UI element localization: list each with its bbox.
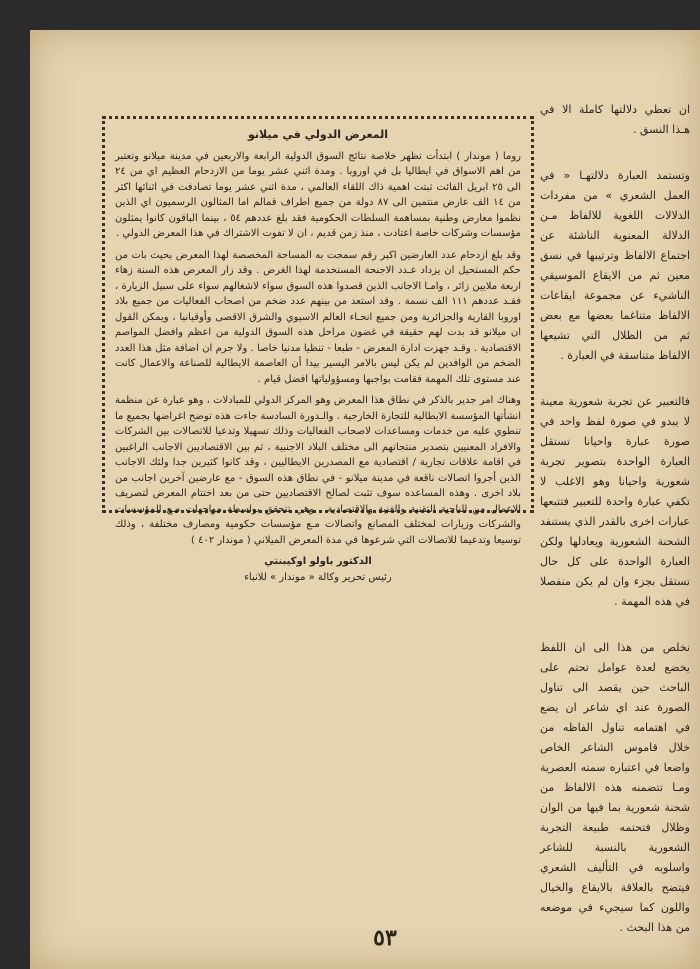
article-signature: الدكتور باولو اوكيبنتي bbox=[264, 556, 372, 567]
paragraph: فالتعبير عن تجربة شعورية معينة لا يبدو في صورة لفظ واحد في صورة عبارة واحيانا تستقل العبارة الواحدة بتصوير تجربة شعورية واحيانا وهو الاغلب لا تكفي عبارة واحدة للتعبير فتتبعها عبارات اخرى بالقدر الذي يستنفد الشحنة الشعورية ويعادلها ولكن العبارة الواحدة على كل حال تستقل بجزء وان لم يكن منفصلا في هذه المهمة . bbox=[540, 395, 690, 608]
article-paragraph: وهناك امر جدير بالذكر في نطاق هذا المعرض وهو المركز الدولي للمبادلات ، وهو عبارة عن منظمة انشأتها المؤسسة الايطالية للتجارة الخارجية . والـدورة السادسة جاءت هذه توضح اغراضها بجميع ما تنطوي عليه من خدمات ومساعدات لاصحاب الفعاليات وذلك تسهيلا وتدعيا للاتصالات بين الشركات والافراد المعنيين بتصدير منتجاتهم الى مختلف البلاد الاجنبية ، ثم بين الاقتصاديين الاجانب الراغبين في اقامة علاقات تجارية / اقتصادية مع المصدرين الايطاليين ، وقد كانوا كثيرين جدا ولئك الاجانب الذين أجروا اتصالات ناقعة في مدينة ميلانو - في نطاق هذه السوق - مع عارضين آخرين اجانب من بلاد اخرى . وهذه المساعده سوف تثبت لصالح الاقتصاديين حتى من بعد اختتام المعرض لتصريف الاعمال من الناحية التقنية والفنية والاقتصادية . وهي تتحقق بواسطة مواجهات مـع المؤسسات والشركات وزيارات لمختلف المصانع واتصالات مـع مؤسسات حكومية ومصارف مختلفة ، وذلك توسيعا وتدعيما للاتصالات التي شرعوها في مدة المعرض الميلاني ( موندار ٤٠٢ ) bbox=[115, 395, 521, 546]
paragraph: نخلص من هذا الى ان اللفظ يخضع لعدة عوامل تحتم على الباحث حين يقصد الى تناول الصورة عند اي شاعر ان يضع في اهتمامه تناول الفاظه من خلال قاموس الشاعر الخاص واضعا في اعتباره سمته العصرية ومـا تتضمنه هذه الالفاظ من شحنة شعورية بما فيها من الوان وظلال فتحتمه طبيعة التجربة الشعورية بالنسبة للشاعر واسلوبه في التأليف الشعري فيتضح بالعلاقة بالايقاع والخيال واللون كما سيجيء في موضعه من هذا البحث . bbox=[540, 641, 690, 934]
paragraph: وتستمد العبارة دلالتهـا « في العمل الشعري » من مفردات الدلالات اللغوية للالفاظ مـن الدلالة المعنوية الناشئة عن اجتماع الالفاظ وترتيبها في نسق معين ثم من الايقاع الموسيقي الناشيء عن مجموعة ايقاعات الالفاظ متناغما بعضها مع بعض ثم من الظلال التي تشيعها الالفاظ متناسقة في العبارة . bbox=[540, 169, 690, 362]
page-number: ٥٣ bbox=[373, 925, 397, 951]
article-paragraph: روما ( موندار ) ابتدأت تظهر خلاصة نتائج السوق الدولية الرابعة والاربعين في مدينة ميلانو وتعتبر من اهم الاسواق في ايطاليا بل في اوروبا . ومدة اثني عشر يوما من الازدحام العظيم اي من ٢٤ الى ٢٥ ابريل الفائت ثبتت اهمية ذاك اللقاء العالمي ، مدة اثني عشر يوما تصادفت في اثنائها اكثر من ١٤ الف عارض منتمين الى ٨٧ دولة من جميع اطراف قمالم اما المثالون الرسميون اي الذين نظموا معارض وطنية بمساهمة السلطات الحكومية فقد بلغ عددهم ٥٤ ، بينما الباقون كانوا يمثلون مؤسسات وشركات خاصة اعتادت ، منذ زمن قديم ، ان لا تفوت الاشتراك في هذا المعرض الدولي . bbox=[115, 150, 521, 239]
right-text-column bbox=[540, 100, 690, 964]
boxed-article bbox=[102, 116, 534, 583]
document-page bbox=[30, 30, 700, 969]
paragraph: ان تعطي دلالتها كاملة الا في هـذا النسق . bbox=[540, 103, 690, 136]
signature-title: رئيس تحرير وكالة « موندار » للانباء bbox=[244, 571, 392, 583]
article-paragraph: وقد بلغ ازدحام عدد العارضين اكبر رقم سمحت به المساحة المخصصة لهذا المعرض بحيث بات من حكم المستحيل ان يزداد عـدد الاجنحة المستخدمة لهذا الغرض . وقد زار المعرض هذه السنة زهاء اربعة ملايين زائر ، وامـا الاجانب الذين قصدوا هذه السوق سواء لاشغالهم سواء على سبيل الزيارة ، فقـد عددهم ١١١ الف نسمة . وقد استعد من بينهم عدد ضخم من اصحاب الفعاليات من جميع بلاد اوروبا القارية والجزائرية ومن جميع انحـاء العالم الاسيوي والشرق الاقصى وأوقيانيا ، ويمكن القول ان ميلانو قد بدت لهم حقيقة في غضون مراحل هذه السوق الدولية من اعظم وافضل المواصم الاقتصادية . وقـد جهزت ادارة المعرض - طبعا - تنظيا مدنيا خاصا . ولا جرم ان اضافة مثل هذا العدد الضخم من الوافدين لم يكن ليس بالامر اليسير بيدا أن العاصمة الايطالية للصناعة والاعمال كانت عند مستوى تلك المهمة فقامت بواجبها ومسؤولياتها افضل قيام . bbox=[115, 249, 521, 385]
article-title: المعرض الدولي في ميلانو bbox=[248, 128, 388, 141]
